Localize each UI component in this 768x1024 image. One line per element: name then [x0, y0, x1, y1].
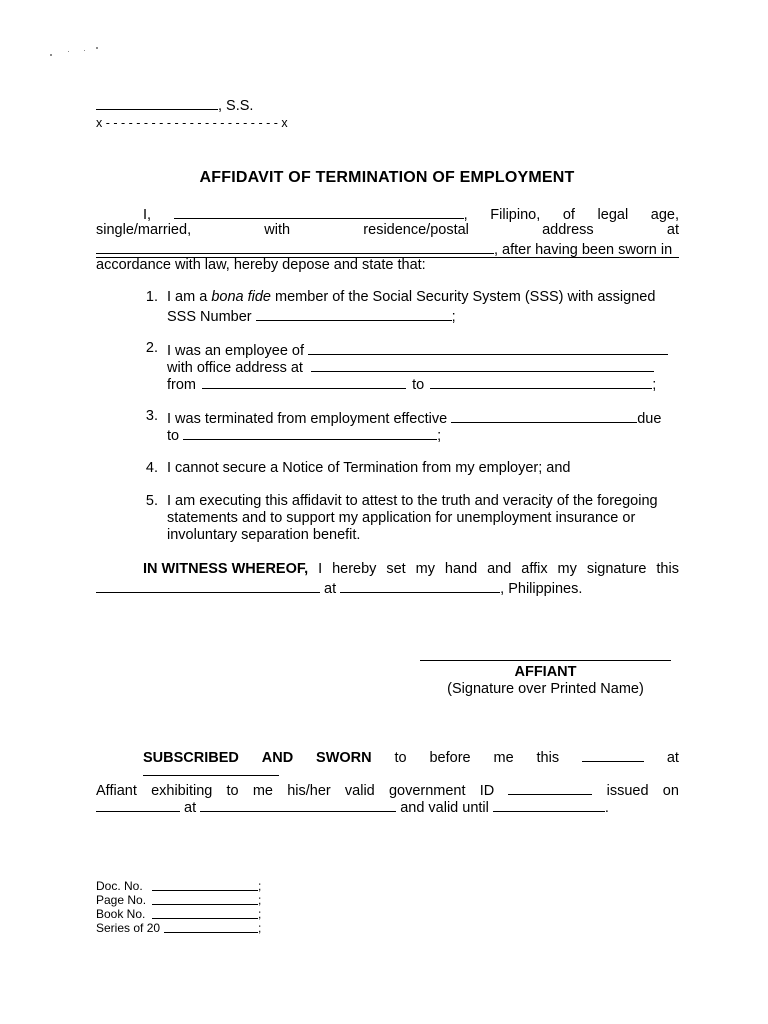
item-number: 5.	[145, 493, 158, 509]
jurat-word: to	[394, 750, 407, 766]
notarial-label: Series of 20	[96, 921, 161, 935]
notarial-label: Book No.	[96, 907, 146, 921]
government-id-blank[interactable]	[508, 780, 592, 795]
witness-country: , Philippines.	[500, 581, 583, 597]
intro-word: Filipino,	[490, 207, 541, 223]
venue-suffix: , S.S.	[218, 98, 254, 114]
intro-word: with	[264, 222, 291, 238]
intro-word: of	[562, 207, 575, 223]
page-title: AFFIDAVIT OF TERMINATION OF EMPLOYMENT	[199, 169, 575, 186]
affiant-name-blank[interactable]	[174, 204, 464, 219]
witness-word: signature	[586, 561, 647, 577]
intro-line-1	[143, 204, 679, 224]
sss-number-blank[interactable]	[256, 306, 452, 321]
item-3-line-2	[167, 425, 441, 445]
item-text: I was terminated from employment effective	[167, 411, 448, 427]
series-year-blank[interactable]	[164, 921, 258, 933]
intro-word: residence/postal	[363, 222, 469, 238]
item-number: 3.	[145, 408, 158, 424]
witness-word: hereby	[332, 561, 377, 577]
jurat-line-1	[143, 747, 679, 767]
intro-line-4: accordance with law, hereby depose and state that:	[96, 257, 426, 273]
witness-line-1	[143, 561, 679, 578]
jurat-word: me	[493, 750, 514, 766]
item-text: I am a	[167, 289, 212, 305]
notarial-label: Doc. No.	[96, 879, 143, 893]
item-1-line-2	[167, 306, 456, 326]
venue-x-left: x	[96, 116, 103, 130]
witness-place-blank[interactable]	[340, 578, 500, 593]
jurat-word: on	[662, 783, 679, 799]
witness-lead: IN WITNESS WHEREOF,	[143, 561, 309, 577]
item-5-line-3: involuntary separation benefit.	[167, 527, 361, 543]
notarial-label: Page No.	[96, 893, 147, 907]
doc-number-blank[interactable]	[152, 879, 258, 891]
jurat-word: to	[226, 783, 239, 799]
witness-word: my	[415, 561, 435, 577]
notarial-book-row	[96, 907, 276, 921]
intro-word: at	[666, 222, 679, 238]
item-2-line-3	[167, 374, 656, 394]
id-issue-date-blank[interactable]	[96, 797, 180, 812]
jurat-word: AND	[261, 750, 294, 766]
venue-separator	[96, 116, 288, 130]
jurat-word: ID	[479, 783, 495, 799]
jurat-word: at	[184, 800, 197, 816]
witness-word: hand	[444, 561, 478, 577]
page-number-blank[interactable]	[152, 893, 258, 905]
notarial-semicolon: ;	[258, 907, 262, 921]
venue-x-right: x	[281, 116, 288, 130]
item-number: 2.	[145, 340, 158, 356]
jurat-word: SUBSCRIBED	[143, 750, 239, 766]
jurat-period: .	[604, 800, 609, 816]
item-number: 4.	[145, 460, 158, 476]
jurat-word: Affiant	[96, 783, 137, 799]
notarial-series-row	[96, 921, 276, 935]
item-text: with office address at	[167, 360, 303, 376]
jurat-word: me	[252, 783, 273, 799]
jurat-word: his/her	[287, 783, 331, 799]
scan-speck	[84, 50, 85, 51]
item-text: from	[167, 377, 196, 393]
employment-from-blank[interactable]	[202, 374, 406, 389]
jurat-word: before	[429, 750, 471, 766]
termination-reason-blank[interactable]	[183, 425, 437, 440]
intro-word: age,	[650, 207, 679, 223]
item-text: to	[412, 377, 425, 393]
witness-at: at	[324, 581, 337, 597]
employment-to-blank[interactable]	[430, 374, 652, 389]
notarial-semicolon: ;	[258, 879, 262, 893]
witness-word: affix	[521, 561, 548, 577]
intro-word: I,	[143, 207, 152, 223]
jurat-date-blank[interactable]	[582, 747, 644, 762]
book-number-blank[interactable]	[152, 907, 258, 919]
witness-date-blank[interactable]	[96, 578, 320, 593]
jurat-line-3	[96, 797, 609, 817]
witness-word: I	[318, 561, 323, 577]
jurat-word: and valid until	[400, 800, 489, 816]
item-text: I was an employee of	[167, 343, 305, 359]
signature-line[interactable]	[420, 660, 671, 661]
intro-word: legal	[597, 207, 629, 223]
id-issue-place-blank[interactable]	[200, 797, 396, 812]
item-1-line-1	[167, 289, 655, 306]
affiant-sublabel: (Signature over Printed Name)	[447, 681, 644, 697]
venue-blank[interactable]	[96, 95, 218, 110]
jurat-word: SWORN	[316, 750, 372, 766]
item-5-line-1: I am executing this affidavit to attest to the truth and veracity of the foregoing	[167, 493, 658, 509]
notarial-semicolon: ;	[258, 921, 262, 935]
intro-line-2	[96, 222, 679, 239]
witness-word: this	[656, 561, 679, 577]
notarial-doc-row	[96, 879, 276, 893]
jurat-word: at	[666, 750, 679, 766]
venue-line	[96, 95, 253, 115]
item-semicolon: ;	[652, 377, 657, 393]
scan-speck	[68, 51, 69, 52]
witness-word: my	[557, 561, 577, 577]
item-number: 1.	[145, 289, 158, 305]
jurat-word: exhibiting	[151, 783, 213, 799]
item-semicolon: ;	[451, 309, 456, 325]
notarial-page-row	[96, 893, 276, 907]
item-text: to	[167, 428, 180, 444]
witness-line-2	[96, 578, 582, 598]
employer-blank[interactable]	[308, 340, 668, 355]
witness-word: and	[487, 561, 512, 577]
office-address-blank[interactable]	[311, 357, 654, 372]
intro-comma: ,	[463, 207, 468, 223]
witness-word: set	[386, 561, 406, 577]
intro-word: address	[542, 222, 594, 238]
item-semicolon: ;	[437, 428, 442, 444]
jurat-word: valid	[344, 783, 375, 799]
scan-speck	[50, 54, 52, 56]
termination-date-blank[interactable]	[451, 408, 637, 423]
item-text: SSS Number	[167, 309, 252, 325]
scan-speck	[96, 47, 98, 49]
affiant-label: AFFIANT	[514, 664, 577, 680]
item-text-italic: bona fide	[211, 289, 271, 305]
id-valid-until-blank[interactable]	[493, 797, 605, 812]
jurat-word: government	[388, 783, 466, 799]
item-4-text: I cannot secure a Notice of Termination from my employer; and	[167, 460, 571, 476]
jurat-word: this	[536, 750, 560, 766]
intro-line-3	[96, 239, 672, 259]
address-blank[interactable]	[96, 239, 494, 254]
intro-sworn-tail: , after having been sworn in	[494, 242, 673, 258]
item-text: member of the Social Security System (SSS) with assigned	[271, 289, 656, 305]
venue-dashes: - - - - - - - - - - - - - - - - - - - - - - -	[105, 116, 278, 130]
notarial-semicolon: ;	[258, 893, 262, 907]
jurat-word: issued	[606, 783, 649, 799]
jurat-place-line[interactable]	[143, 775, 279, 776]
notarial-register	[96, 879, 276, 935]
item-5-line-2: statements and to support my application for unemployment insurance or	[167, 510, 636, 526]
item-text: due	[637, 411, 662, 427]
intro-word: single/married,	[96, 222, 192, 238]
